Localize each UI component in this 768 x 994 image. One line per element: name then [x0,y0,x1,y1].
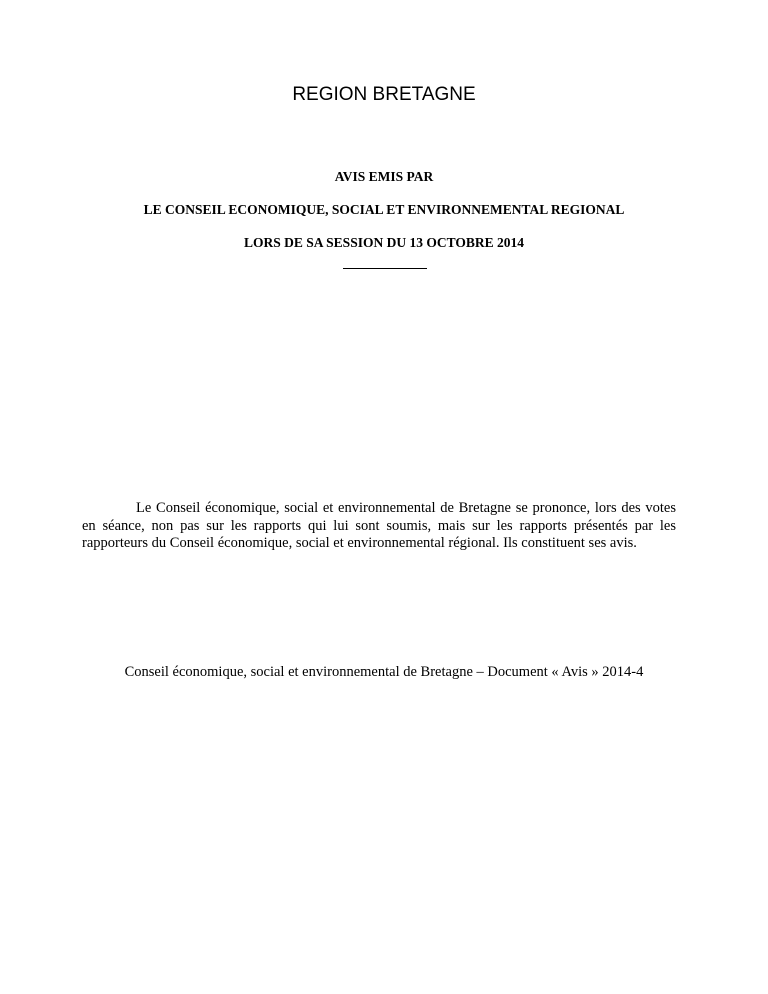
body-paragraph: Le Conseil économique, social et environnemental de Bretagne se prononce, lors des votes en séance, non pas sur les rapports qui lui sont soumis, mais sur les rapports présentés par les rapporteurs du Conseil économique, social et environnemental régional. Ils constituent ses avis. [82,500,676,551]
heading-session-date: LORS DE SA SESSION DU 13 OCTOBRE 2014 [244,235,524,250]
region-title: REGION BRETAGNE [292,84,476,105]
separator-rule [343,268,427,269]
heading-avis-emis-par: AVIS EMIS PAR [334,169,434,184]
heading-conseil: LE CONSEIL ECONOMIQUE, SOCIAL ET ENVIRONNEMENTAL REGIONAL [143,202,625,217]
document-footer: Conseil économique, social et environnemental de Bretagne – Document « Avis » 2014-4 [124,664,644,680]
